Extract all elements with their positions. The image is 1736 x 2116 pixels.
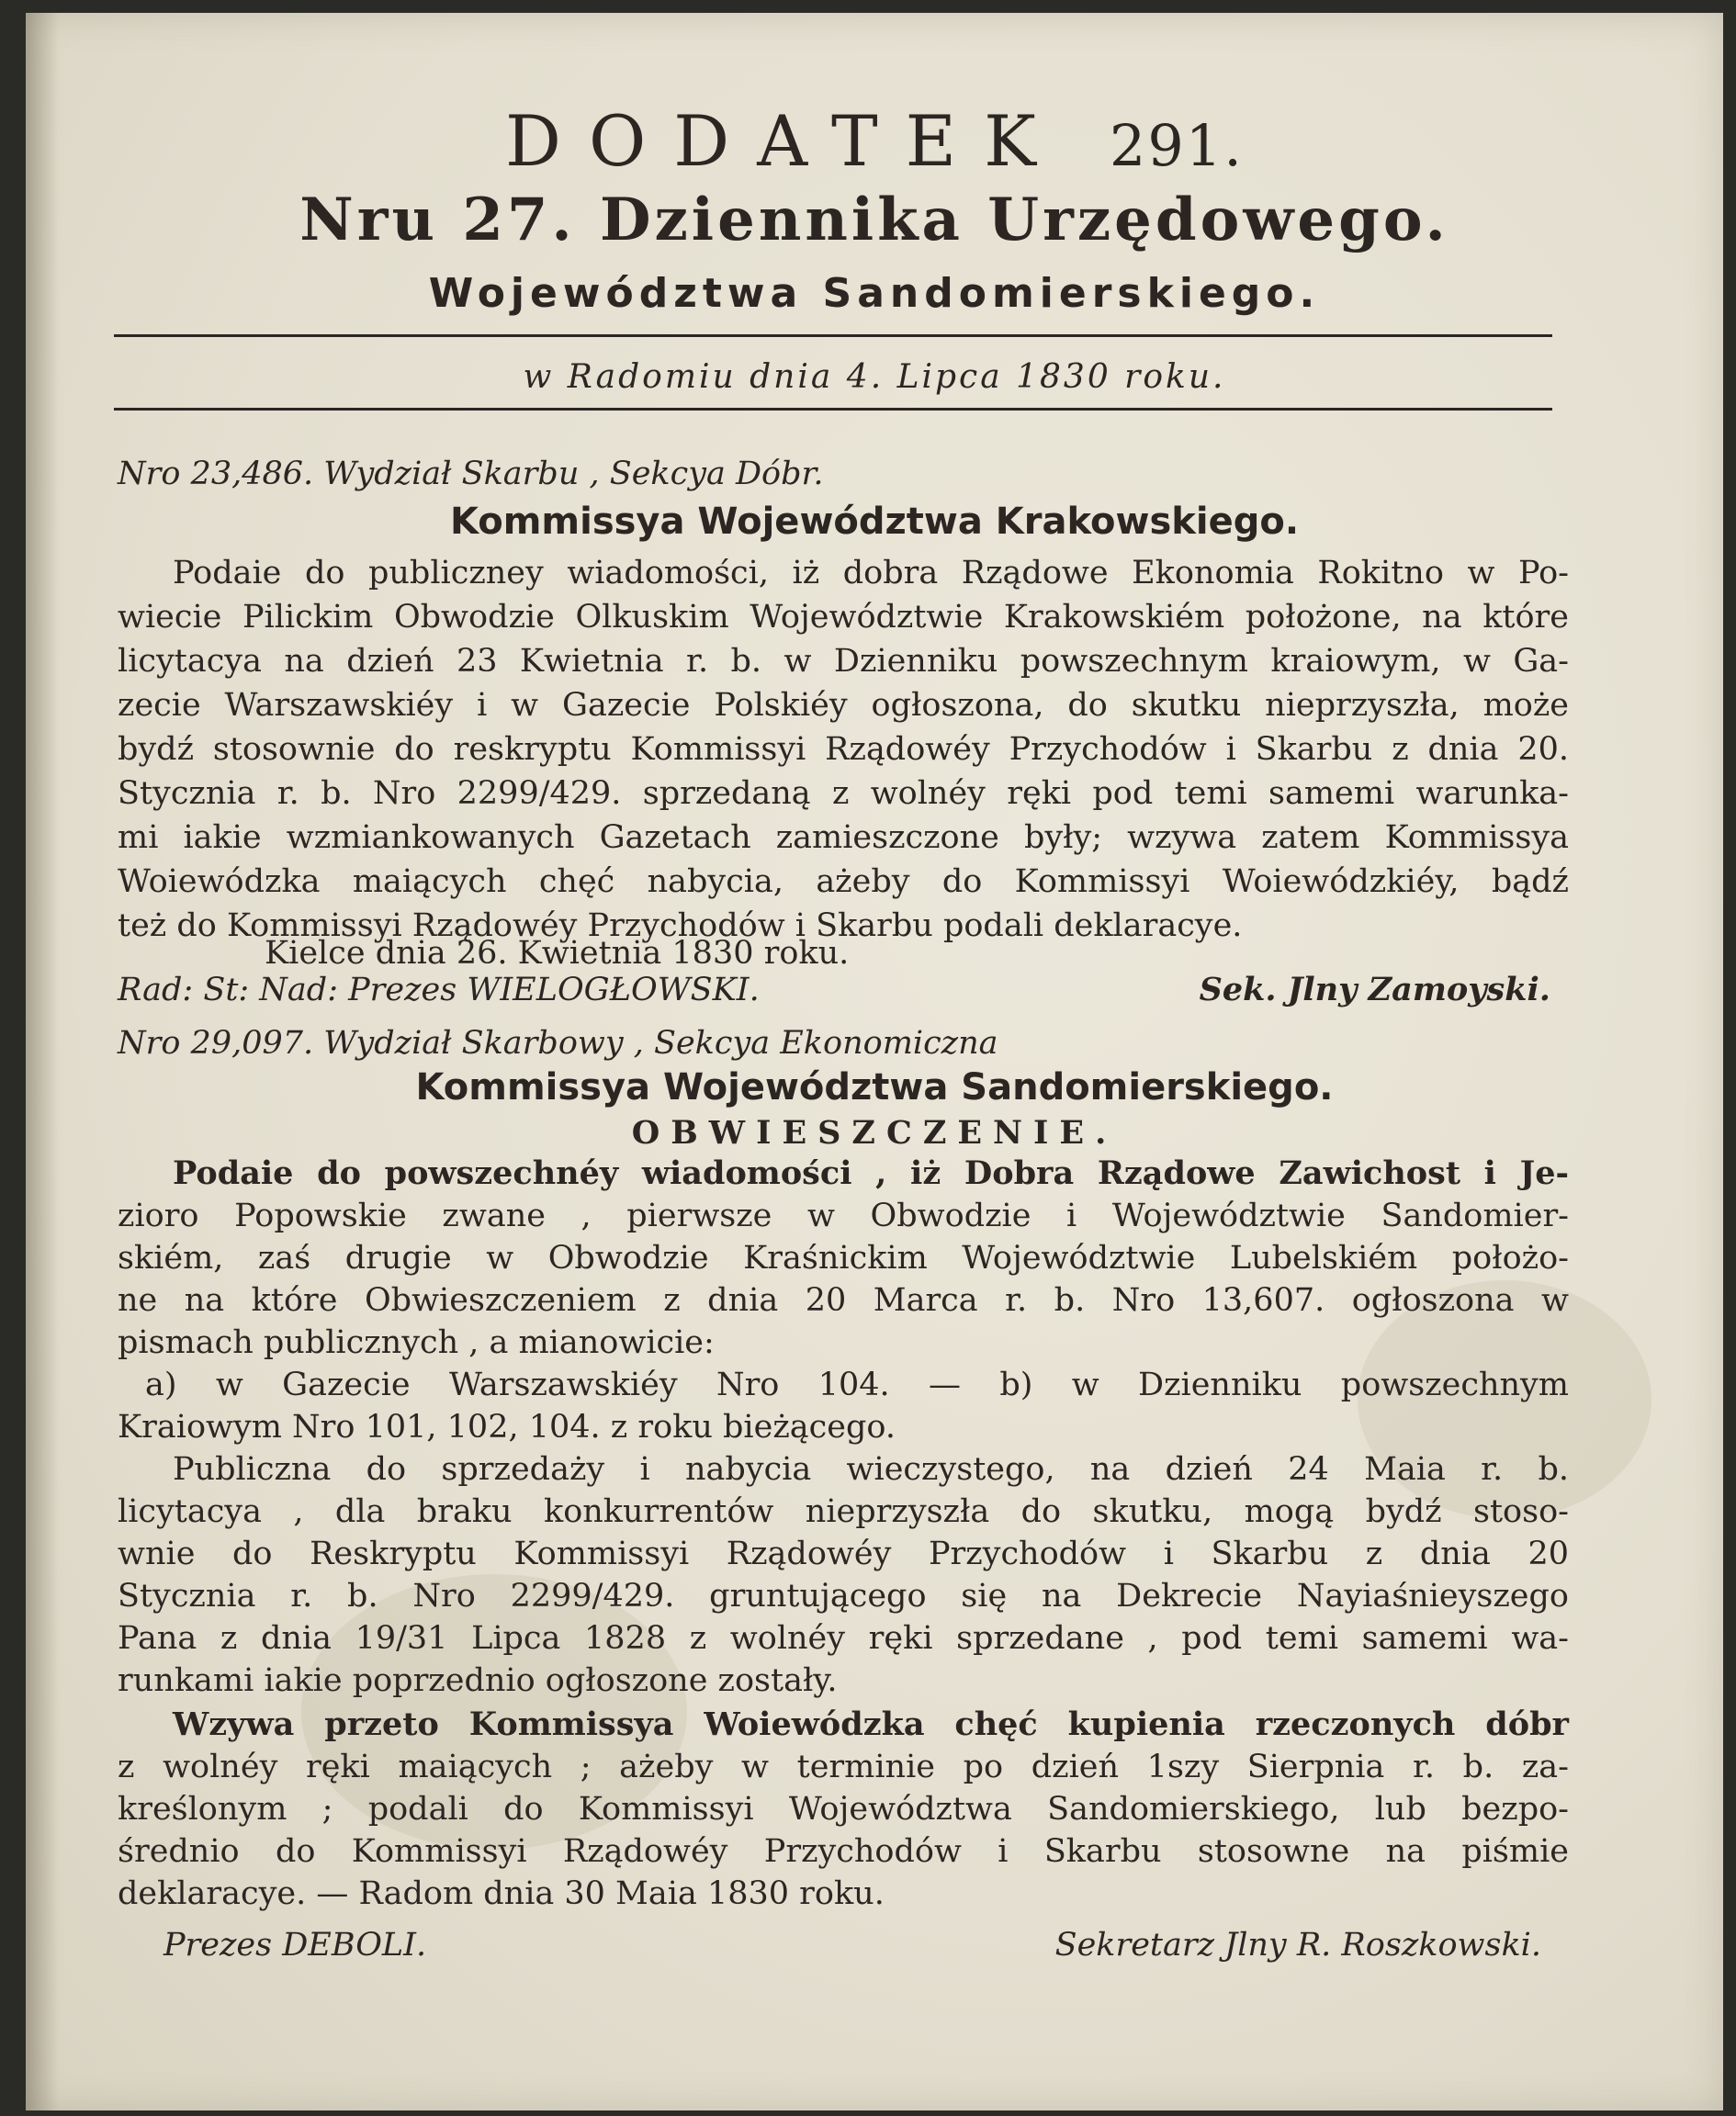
page-number: 291. xyxy=(1109,112,1244,179)
notice2-line: deklaracye. — Radom dnia 30 Maia 1830 roku. xyxy=(118,1875,885,1912)
notice2-line: zioro Popowskie zwane , pierwsze w Obwodzie i Województwie Sandomier- xyxy=(118,1198,1569,1234)
title-text: DODATEK xyxy=(505,100,1064,182)
dateline: w Radomiu dnia 4. Lipca 1830 roku. xyxy=(523,358,1226,396)
notice2-line: runkami iakie poprzednio ogłoszone zostały. xyxy=(118,1662,838,1699)
document-page xyxy=(26,13,1723,2110)
notice1-signature-right: Sek. Jlny Zamoyski. xyxy=(1199,971,1550,1008)
notice2-line: kreślonym ; podali do Kommissyi Województwa Sandomierskiego, lub bezpo- xyxy=(118,1791,1569,1828)
notice1-line: bydź stosownie do reskryptu Kommissyi Rządowéy Przychodów i Skarbu z dnia 20. xyxy=(118,731,1569,768)
notice1-line: wiecie Pilickim Obwodzie Olkuskim Województwie Krakowskiém położone, na które xyxy=(118,599,1569,636)
notice2-line: Publiczna do sprzedaży i nabycia wieczystego, na dzień 24 Maia r. b. xyxy=(173,1451,1569,1488)
notice1-line: licytacya na dzień 23 Kwietnia r. b. w Dzienniku powszechnym kraiowym, w Ga- xyxy=(118,643,1569,680)
notice2-line: Wzywa przeto Kommissya Woiewódzka chęć kupienia rzeczonych dóbr xyxy=(173,1705,1569,1743)
notice1-signature-left: Rad: St: Nad: Prezes WIELOGŁOWSKI. xyxy=(118,972,760,1008)
notice2-subheading: OBWIESZCZENIE. xyxy=(631,1114,1118,1152)
notice1-line: Podaie do publiczney wiadomości, iż dobra Rządowe Ekonomia Rokitno w Po- xyxy=(173,555,1569,591)
notice2-line: wnie do Reskryptu Kommissyi Rządowéy Przychodów i Skarbu z dnia 20 xyxy=(118,1536,1569,1572)
notice2-line: Pana z dnia 19/31 Lipca 1828 z wolnéy ręki sprzedane , pod temi samemi wa- xyxy=(118,1620,1569,1657)
notice2-line: pismach publicznych , a mianowicie: xyxy=(118,1324,715,1361)
notice2-line: a) w Gazecie Warszawskiéy Nro 104. — b) w Dzienniku powszechnym xyxy=(145,1367,1569,1403)
notice2-reference: Nro 29,097. Wydział Skarbowy , Sekcya Ekonomiczna xyxy=(118,1025,998,1062)
header-rule-bottom xyxy=(114,408,1552,411)
notice2-line: ne na które Obwieszczeniem z dnia 20 Marca r. b. Nro 13,607. ogłoszona w xyxy=(118,1282,1569,1319)
notice1-reference: Nro 23,486. Wydział Skarbu , Sekcya Dóbr. xyxy=(118,456,824,492)
notice1-heading: Kommissya Województwa Krakowskiego. xyxy=(449,501,1300,543)
notice2-line: Stycznia r. b. Nro 2299/429. gruntującego się na Dekrecie Nayiaśnieyszego xyxy=(118,1578,1569,1615)
notice2-line: licytacya , dla braku konkurrentów nieprzyszła do skutku, mogą bydź stoso- xyxy=(118,1493,1569,1530)
journal-title: Nru 27. Dziennika Urzędowego. xyxy=(299,186,1449,254)
notice1-line: Stycznia r. b. Nro 2299/429. sprzedaną z wolnéy ręki pod temi samemi warunka- xyxy=(118,775,1569,812)
notice2-signature-left: Prezes DEBOLI. xyxy=(163,1927,427,1964)
notice2-line: Podaie do powszechnéy wiadomości , iż Dobra Rządowe Zawichost i Je- xyxy=(173,1154,1569,1192)
province-title: Województwa Sandomierskiego. xyxy=(428,270,1321,317)
notice1-line: mi iakie wzmiankowanych Gazetach zamieszczone były; wzywa zatem Kommissya xyxy=(118,819,1569,856)
notice2-line: średnio do Kommissyi Rządowéy Przychodów i Skarbu stosowne na piśmie xyxy=(118,1833,1569,1870)
header-rule-top xyxy=(114,334,1552,337)
notice2-signature-right: Sekretarz Jlny R. Roszkowski. xyxy=(1054,1927,1541,1964)
notice1-line: Woiewódzka maiących chęć nabycia, ażeby do Kommissyi Woiewódzkiéy, bądź xyxy=(118,863,1569,900)
notice2-heading: Kommissya Województwa Sandomierskiego. xyxy=(415,1066,1334,1109)
notice2-line: Kraiowym Nro 101, 102, 104. z roku bieżącego. xyxy=(118,1409,896,1446)
page-edge-shadow xyxy=(26,13,59,2110)
document-title xyxy=(26,100,1723,182)
notice1-place-date: Kielce dnia 26. Kwietnia 1830 roku. xyxy=(265,935,850,972)
notice2-line: skiém, zaś drugie w Obwodzie Kraśnickim Województwie Lubelskiém położo- xyxy=(118,1240,1569,1277)
notice2-line: z wolnéy ręki maiących ; ażeby w terminie po dzień 1szy Sierpnia r. b. za- xyxy=(118,1749,1569,1785)
notice1-line: też do Kommissyi Rządowéy Przychodów i Skarbu podali deklaracye. xyxy=(118,907,1243,944)
notice1-line: zecie Warszawskiéy i w Gazecie Polskiéy ogłoszona, do skutku nieprzyszła, może xyxy=(118,687,1569,724)
